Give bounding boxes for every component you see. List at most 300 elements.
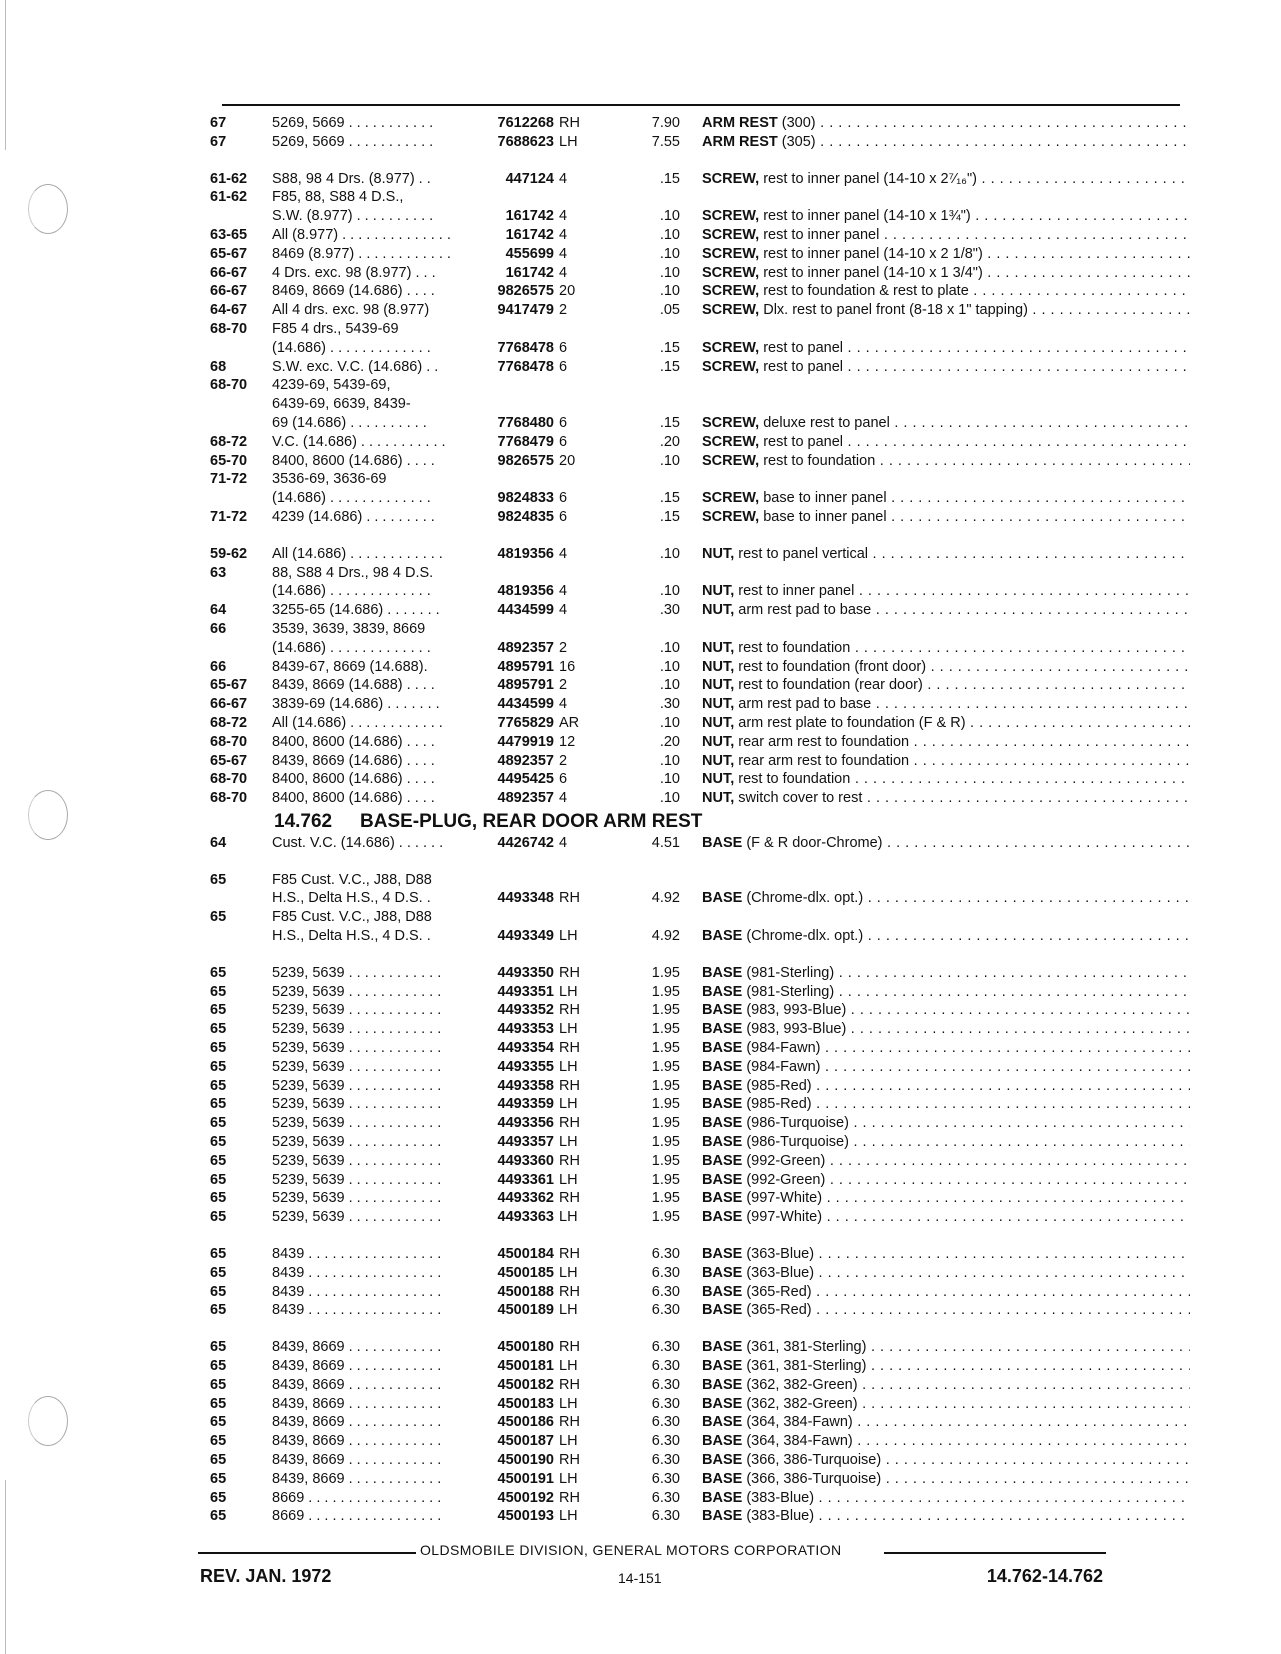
model-cell: 5239, 5639 . . . . . . . . . . . .	[272, 1058, 442, 1075]
section-number: 14.762	[274, 810, 333, 832]
price-cell: 6.30	[651, 1470, 680, 1487]
part-number-cell: 4892357	[497, 790, 554, 807]
table-row	[210, 1171, 1190, 1190]
price-cell: 6.30	[651, 1395, 680, 1412]
part-name: NUT,	[702, 790, 735, 807]
model-cell: 5239, 5639 . . . . . . . . . . . .	[272, 983, 442, 1000]
part-description: (997-White)	[742, 1190, 823, 1207]
year-cell: 68	[210, 358, 227, 375]
part-name: BASE	[702, 964, 743, 981]
table-row	[210, 452, 1190, 471]
part-description: rest to panel	[759, 433, 844, 450]
part-description: (997-White)	[742, 1209, 823, 1226]
table-row	[210, 983, 1190, 1002]
year-cell: 65	[210, 1077, 227, 1094]
part-name: SCREW,	[702, 339, 760, 356]
part-description: rest to inner panel (14-10 x 2 1/8")	[759, 245, 983, 262]
model-cell: 8669 . . . . . . . . . . . . . . . . .	[272, 1489, 442, 1506]
table-row	[210, 470, 1190, 489]
part-number-cell: 4479919	[497, 733, 554, 750]
part-name: BASE	[702, 1096, 743, 1113]
part-description: (986-Turquoise)	[742, 1115, 849, 1132]
year-cell: 61-62	[210, 170, 248, 187]
part-number-cell: 4819356	[497, 583, 554, 600]
table-row	[210, 1507, 1190, 1526]
year-cell: 65	[210, 1190, 227, 1207]
year-cell: 68-72	[210, 714, 248, 731]
table-row	[210, 733, 1190, 752]
quantity-cell: 2	[559, 639, 568, 656]
quantity-cell: RH	[559, 1452, 580, 1468]
table-row	[210, 545, 1190, 564]
section-heading	[210, 810, 1190, 834]
part-number-cell: 7688623	[497, 133, 554, 150]
model-cell: 8469, 8669 (14.686) . . . .	[272, 283, 435, 300]
table-row	[210, 1152, 1190, 1171]
quantity-cell: 4	[559, 583, 568, 600]
model-cell: (14.686) . . . . . . . . . . . . .	[272, 490, 431, 507]
part-number-cell: 161742	[505, 208, 554, 225]
table-row	[210, 433, 1190, 452]
part-name: NUT,	[702, 583, 735, 600]
part-description: (364, 384-Fawn)	[742, 1414, 853, 1431]
model-cell: 3255-65 (14.686) . . . . . . .	[272, 602, 440, 619]
price-cell: 6.30	[651, 1376, 680, 1393]
quantity-cell: LH	[559, 1209, 578, 1226]
table-row	[210, 1077, 1190, 1096]
table-row	[210, 1114, 1190, 1133]
model-cell: 8400, 8600 (14.686) . . . .	[272, 733, 435, 750]
description-cell	[702, 676, 1190, 695]
part-name: SCREW,	[702, 508, 760, 525]
part-description: rest to inner panel	[759, 226, 880, 243]
description-cell	[702, 1058, 1190, 1077]
model-cell: 8439 . . . . . . . . . . . . . . . . .	[272, 1264, 442, 1281]
model-cell: 3536-69, 3636-69	[272, 471, 387, 488]
year-cell: 65	[210, 1283, 227, 1300]
quantity-cell: 20	[559, 283, 576, 300]
part-description: rest to panel vertical	[734, 545, 869, 562]
part-name: BASE	[702, 1452, 743, 1468]
row-spacer	[210, 946, 1190, 964]
part-name: SCREW,	[702, 358, 760, 375]
model-cell: 5269, 5669 . . . . . . . . . . .	[272, 133, 434, 150]
model-cell: 5239, 5639 . . . . . . . . . . . .	[272, 1096, 442, 1113]
table-row	[210, 1245, 1190, 1264]
quantity-cell: 4	[559, 226, 568, 243]
part-number-cell: 4493357	[497, 1134, 554, 1151]
revision-date: REV. JAN. 1972	[200, 1566, 332, 1586]
year-cell: 65	[210, 1246, 227, 1263]
quantity-cell: RH	[559, 1190, 580, 1207]
price-cell: 6.30	[651, 1414, 680, 1431]
part-description: (984-Fawn)	[742, 1040, 821, 1057]
table-row	[210, 1432, 1190, 1451]
price-cell: .20	[659, 433, 680, 450]
table-row	[210, 508, 1190, 527]
table-row	[210, 489, 1190, 508]
quantity-cell: 4	[559, 790, 568, 807]
model-cell: 8439, 8669 (14.688) . . . .	[272, 677, 435, 694]
table-row	[210, 133, 1190, 152]
part-description: switch cover to rest	[734, 790, 863, 807]
part-description: Dlx. rest to panel front (8-18 x 1" tapping)	[759, 302, 1028, 319]
price-cell: 6.30	[651, 1302, 680, 1319]
quantity-cell: LH	[559, 1021, 578, 1038]
description-cell	[702, 1095, 1190, 1114]
part-description: (366, 386-Turquoise)	[742, 1452, 882, 1468]
table-row	[210, 414, 1190, 433]
price-cell: 7.90	[651, 115, 680, 131]
part-name: BASE	[702, 1040, 743, 1057]
part-description: arm rest plate to foundation (F & R)	[734, 714, 966, 731]
model-cell: 8439, 8669 (14.686) . . . .	[272, 752, 435, 769]
description-cell	[702, 1470, 1190, 1489]
quantity-cell: 6	[559, 358, 568, 375]
part-number-cell: 4493354	[497, 1040, 554, 1057]
model-cell: (14.686) . . . . . . . . . . . . .	[272, 339, 431, 356]
part-name: BASE	[702, 983, 743, 1000]
part-number-cell: 4500180	[497, 1339, 554, 1356]
price-cell: .15	[659, 339, 680, 356]
model-cell: 3839-69 (14.686) . . . . . . .	[272, 696, 440, 713]
part-name: BASE	[702, 1152, 743, 1169]
model-cell: All 4 drs. exc. 98 (8.977)	[272, 302, 430, 319]
description-cell	[702, 508, 1190, 527]
part-number-cell: 4493361	[497, 1171, 554, 1188]
price-cell: .10	[659, 714, 680, 731]
price-cell: 6.30	[651, 1358, 680, 1375]
year-cell: 63-65	[210, 226, 248, 243]
part-number-cell: 4500183	[497, 1395, 554, 1412]
section-title: BASE-PLUG, REAR DOOR ARM REST	[360, 810, 703, 832]
quantity-cell: 4	[559, 264, 568, 281]
quantity-cell: LH	[559, 1508, 578, 1525]
price-cell: 1.95	[651, 1077, 680, 1094]
year-cell: 65	[210, 909, 227, 926]
price-cell: .10	[659, 545, 680, 562]
price-cell: .10	[659, 264, 680, 281]
model-cell: 5239, 5639 . . . . . . . . . . . .	[272, 1021, 442, 1038]
description-cell	[702, 1020, 1190, 1039]
year-cell: 65	[210, 1171, 227, 1188]
year-cell: 65	[210, 1058, 227, 1075]
quantity-cell: 6	[559, 771, 568, 788]
part-description: arm rest pad to base	[734, 696, 872, 713]
description-cell	[702, 1189, 1190, 1208]
part-description: rest to foundation (front door)	[734, 658, 927, 675]
model-cell: All (8.977) . . . . . . . . . . . . . .	[272, 226, 451, 243]
header-rule	[222, 104, 1180, 106]
model-cell: 5269, 5669 . . . . . . . . . . .	[272, 115, 434, 131]
price-cell: 4.92	[651, 890, 680, 907]
price-cell: .15	[659, 170, 680, 187]
table-row	[210, 358, 1190, 377]
year-cell: 66	[210, 658, 227, 675]
model-cell: 8439, 8669 . . . . . . . . . . . .	[272, 1470, 442, 1487]
part-name: SCREW,	[702, 490, 760, 507]
description-cell	[702, 733, 1190, 752]
part-description: rest to inner panel (14-10 x 1¾")	[759, 208, 971, 225]
price-cell: 6.30	[651, 1246, 680, 1263]
model-cell: F85, 88, S88 4 D.S.,	[272, 189, 404, 206]
parts-list	[210, 114, 1190, 1526]
table-row	[210, 752, 1190, 771]
part-name: NUT,	[702, 677, 735, 694]
table-row	[210, 1451, 1190, 1470]
year-cell: 71-72	[210, 471, 248, 488]
part-description: (984-Fawn)	[742, 1058, 821, 1075]
part-number-cell: 4895791	[497, 677, 554, 694]
part-description: (383-Blue)	[742, 1489, 815, 1506]
table-row	[210, 395, 1190, 414]
part-number-cell: 4493351	[497, 983, 554, 1000]
part-description: (981-Sterling)	[742, 983, 835, 1000]
part-description: rest to inner panel (14-10 x 1 3/4")	[759, 264, 983, 281]
part-description: (361, 381-Sterling)	[742, 1339, 867, 1356]
description-cell	[702, 752, 1190, 771]
model-cell: H.S., Delta H.S., 4 D.S. .	[272, 890, 431, 907]
price-cell: .10	[659, 245, 680, 262]
table-row	[210, 1489, 1190, 1508]
section-range: 14.762-14.762	[986, 1566, 1103, 1586]
model-cell: 5239, 5639 . . . . . . . . . . . .	[272, 964, 442, 981]
quantity-cell: LH	[559, 1134, 578, 1151]
part-description: rest to foundation	[734, 771, 851, 788]
part-number-cell: 447124	[505, 170, 554, 187]
part-number-cell: 4493362	[497, 1190, 554, 1207]
year-cell: 65	[210, 871, 227, 888]
part-description: (Chrome-dlx. opt.)	[742, 928, 864, 945]
description-cell	[702, 1133, 1190, 1152]
part-name: BASE	[702, 1115, 743, 1132]
part-number-cell: 7768479	[497, 433, 554, 450]
price-cell: .15	[659, 508, 680, 525]
quantity-cell: 16	[559, 658, 576, 675]
model-cell: 8439, 8669 . . . . . . . . . . . .	[272, 1433, 442, 1450]
description-cell	[702, 658, 1190, 677]
part-description: (992-Green)	[742, 1171, 826, 1188]
part-name: BASE	[702, 928, 743, 945]
model-cell: 8439, 8669 . . . . . . . . . . . .	[272, 1358, 442, 1375]
description-cell	[702, 452, 1190, 471]
description-cell	[702, 1413, 1190, 1432]
part-name: NUT,	[702, 733, 735, 750]
model-cell: 4 Drs. exc. 98 (8.977) . . .	[272, 264, 436, 281]
price-cell: 6.30	[651, 1283, 680, 1300]
quantity-cell: 20	[559, 452, 576, 469]
part-number-cell: 4500186	[497, 1414, 554, 1431]
part-name: NUT,	[702, 771, 735, 788]
description-cell	[702, 433, 1190, 452]
part-name: BASE	[702, 1414, 743, 1431]
description-cell	[702, 358, 1190, 377]
part-description: (983, 993-Blue)	[742, 1002, 847, 1019]
description-cell	[702, 1357, 1190, 1376]
year-cell: 65	[210, 1302, 227, 1319]
year-cell: 66-67	[210, 696, 248, 713]
table-row	[210, 1133, 1190, 1152]
part-name: BASE	[702, 1302, 743, 1319]
price-cell: .20	[659, 733, 680, 750]
part-name: BASE	[702, 1134, 743, 1151]
table-row	[210, 927, 1190, 946]
year-cell: 66-67	[210, 264, 248, 281]
year-cell: 68-70	[210, 733, 248, 750]
model-cell: 5239, 5639 . . . . . . . . . . . .	[272, 1115, 442, 1132]
description-cell	[702, 1432, 1190, 1451]
part-number-cell: 4500185	[497, 1264, 554, 1281]
table-row	[210, 1208, 1190, 1227]
price-cell: 6.30	[651, 1508, 680, 1525]
description-cell	[702, 927, 1190, 946]
quantity-cell: 6	[559, 490, 568, 507]
part-number-cell: 9826575	[497, 452, 554, 469]
model-cell: 5239, 5639 . . . . . . . . . . . .	[272, 1002, 442, 1019]
model-cell: 8439, 8669 . . . . . . . . . . . .	[272, 1395, 442, 1412]
part-name: SCREW,	[702, 170, 760, 187]
price-cell: 1.95	[651, 1040, 680, 1057]
part-number-cell: 4500193	[497, 1508, 554, 1525]
part-description: (985-Red)	[742, 1077, 812, 1094]
part-name: SCREW,	[702, 452, 760, 469]
description-cell	[702, 1338, 1190, 1357]
description-cell	[702, 1114, 1190, 1133]
table-row	[210, 1095, 1190, 1114]
table-row	[210, 1058, 1190, 1077]
footer-rule-left	[198, 1552, 416, 1554]
table-row	[210, 770, 1190, 789]
part-description: (363-Blue)	[742, 1264, 815, 1281]
table-row	[210, 1413, 1190, 1432]
table-row	[210, 908, 1190, 927]
part-name: NUT,	[702, 658, 735, 675]
model-cell: 8439, 8669 . . . . . . . . . . . .	[272, 1414, 442, 1431]
binder-hole	[28, 184, 68, 234]
model-cell: 5239, 5639 . . . . . . . . . . . .	[272, 1209, 442, 1226]
part-number-cell: 455699	[505, 245, 554, 262]
model-cell: 8400, 8600 (14.686) . . . .	[272, 771, 435, 788]
model-cell: All (14.686) . . . . . . . . . . . .	[272, 545, 443, 562]
price-cell: .10	[659, 583, 680, 600]
part-number-cell: 4500181	[497, 1358, 554, 1375]
year-cell: 65	[210, 1134, 227, 1151]
part-description: (F & R door-Chrome)	[742, 834, 883, 851]
part-description: deluxe rest to panel	[759, 414, 890, 431]
price-cell: .10	[659, 771, 680, 788]
model-cell: S.W. exc. V.C. (14.686) . .	[272, 358, 439, 375]
part-number-cell: 4493356	[497, 1115, 554, 1132]
description-cell	[702, 1489, 1190, 1508]
description-cell	[702, 414, 1190, 433]
description-cell	[702, 1077, 1190, 1096]
row-spacer	[210, 152, 1190, 170]
part-number-cell: 4819356	[497, 545, 554, 562]
description-cell	[702, 1507, 1190, 1526]
model-cell: 8439 . . . . . . . . . . . . . . . . .	[272, 1302, 442, 1319]
model-cell: 8439 . . . . . . . . . . . . . . . . .	[272, 1246, 442, 1263]
year-cell: 68-72	[210, 433, 248, 450]
year-cell: 65	[210, 1115, 227, 1132]
left-margin-line	[5, 1480, 6, 1654]
price-cell: 1.95	[651, 983, 680, 1000]
row-spacer	[210, 1227, 1190, 1245]
quantity-cell: LH	[559, 1433, 578, 1450]
part-description: base to inner panel	[759, 508, 887, 525]
price-cell: 4.92	[651, 928, 680, 945]
quantity-cell: 12	[559, 733, 576, 750]
part-description: (365-Red)	[742, 1302, 812, 1319]
year-cell: 65	[210, 1021, 227, 1038]
table-row	[210, 1395, 1190, 1414]
part-name: BASE	[702, 1058, 743, 1075]
price-cell: .15	[659, 358, 680, 375]
price-cell: .10	[659, 658, 680, 675]
part-number-cell: 4493355	[497, 1058, 554, 1075]
model-cell: 5239, 5639 . . . . . . . . . . . .	[272, 1190, 442, 1207]
part-name: SCREW,	[702, 226, 760, 243]
model-cell: S.W. (8.977) . . . . . . . . . .	[272, 208, 434, 225]
quantity-cell: 2	[559, 752, 568, 769]
part-number-cell: 4493358	[497, 1077, 554, 1094]
table-row	[210, 695, 1190, 714]
part-number-cell: 4493350	[497, 964, 554, 981]
description-cell	[702, 264, 1190, 283]
table-row	[210, 1283, 1190, 1302]
quantity-cell: LH	[559, 1395, 578, 1412]
year-cell: 59-62	[210, 545, 248, 562]
table-row	[210, 264, 1190, 283]
quantity-cell: LH	[559, 1096, 578, 1113]
quantity-cell: LH	[559, 928, 578, 945]
year-cell: 65	[210, 1040, 227, 1057]
model-cell: 5239, 5639 . . . . . . . . . . . .	[272, 1134, 442, 1151]
part-description: rest to foundation	[734, 639, 851, 656]
price-cell: 1.95	[651, 964, 680, 981]
year-cell: 65	[210, 1508, 227, 1525]
description-cell	[702, 964, 1190, 983]
year-cell: 65	[210, 983, 227, 1000]
part-number-cell: 7612268	[497, 115, 554, 131]
model-cell: 8400, 8600 (14.686) . . . .	[272, 452, 435, 469]
part-name: BASE	[702, 1171, 743, 1188]
year-cell: 65	[210, 1358, 227, 1375]
part-description: rest to inner panel	[734, 583, 855, 600]
part-name: SCREW,	[702, 302, 760, 319]
quantity-cell: RH	[559, 1152, 580, 1169]
part-name: BASE	[702, 1339, 743, 1356]
model-cell: F85 Cust. V.C., J88, D88	[272, 909, 432, 926]
table-row	[210, 639, 1190, 658]
part-name: BASE	[702, 1246, 743, 1263]
part-number-cell: 4500190	[497, 1452, 554, 1468]
quantity-cell: RH	[559, 1414, 580, 1431]
year-cell: 65	[210, 1096, 227, 1113]
part-description: (365-Red)	[742, 1283, 812, 1300]
year-cell: 65	[210, 1209, 227, 1226]
table-row	[210, 1264, 1190, 1283]
year-cell: 65-67	[210, 245, 248, 262]
part-description: (364, 384-Fawn)	[742, 1433, 853, 1450]
part-name: BASE	[702, 1395, 743, 1412]
part-description: (363-Blue)	[742, 1246, 815, 1263]
part-number-cell: 4500182	[497, 1376, 554, 1393]
part-number-cell: 4493352	[497, 1002, 554, 1019]
table-row	[210, 676, 1190, 695]
quantity-cell: RH	[559, 890, 580, 907]
description-cell	[702, 545, 1190, 564]
year-cell: 65-67	[210, 677, 248, 694]
